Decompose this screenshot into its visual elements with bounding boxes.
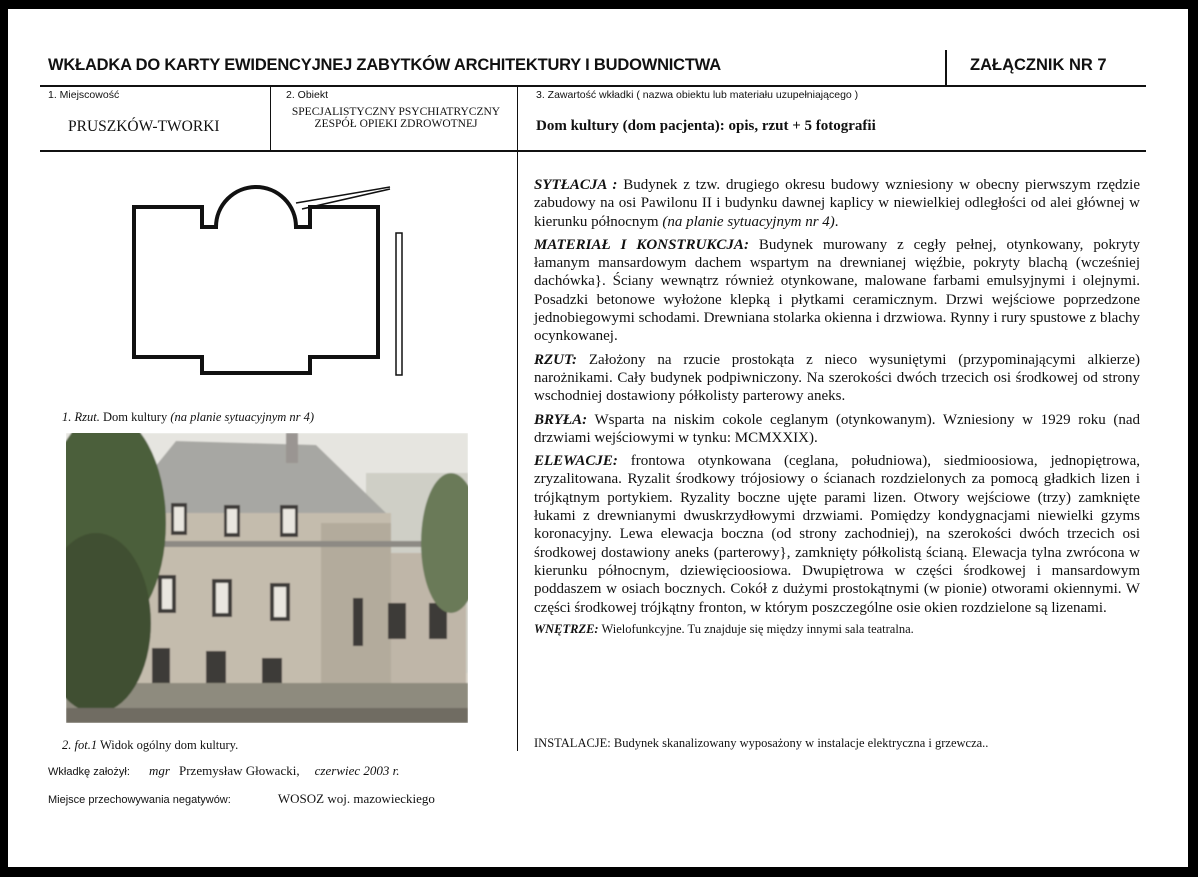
location-value: PRUSZKÓW-TWORKI	[68, 118, 220, 135]
building-photo	[66, 433, 468, 723]
title-divider	[945, 50, 947, 85]
section-instalacje: INSTALACJE: Budynek skanalizowany wyposażony w instalacje elektryczna i grzewcza..	[534, 736, 989, 750]
author-row	[48, 763, 400, 779]
fields-rule	[40, 150, 1146, 152]
section-material: MATERIAŁ I KONSTRUKCJA: Budynek murowany z cegły pełnej, otynkowany, pokryty łamanym mansardowym dachem wspartym na drewnianej więźbie, pokryty blachą (wcześniej dachówka}. Ściany wewnątrz również otynkowane, malowane farbami emulsyjnymi i olejnymi. Posadzki betonowe wyłożone klepką i płytkami ceramicznym. Drzwi wejściowe poprzedzone jednobiegowymi schodami. Drewniana stolarka okienna i drzwiowa. Rynny i rury spustowe z blachy ocynkowanej.	[534, 236, 1140, 345]
field-divider-2	[517, 86, 518, 150]
floor-plan-drawing	[120, 175, 420, 390]
field-divider-1	[270, 86, 271, 150]
author-title: mgr	[148, 763, 170, 778]
description-text	[534, 176, 1140, 642]
contents-value: Dom kultury (dom pacjenta): opis, rzut + 5 fotografii	[536, 118, 876, 134]
contents-label: 3. Zawartość wkładki ( nazwa obiektu lub materiału uzupełniającego )	[536, 89, 859, 101]
section-sytuacja: SYTŁACJA : Budynek z tzw. drugiego okresu budowy wzniesiony w obecny pierwszym rzędzie zabudowy na osi Pawilonu II i budynku dawnej kaplicy w niewielkiej odległości od alei głównej w kierunku północnym (na planie sytuacyjnym nr 4).	[534, 177, 1141, 230]
negatives-label: Miejsce przechowywania negatywów:	[48, 794, 231, 806]
header-rule	[40, 85, 1146, 87]
scan-border-top	[0, 0, 1198, 9]
scan-border-left	[0, 0, 8, 877]
section-elewacje: ELEWACJE: frontowa otynkowana (ceglana, południowa), siedmioosiowa, jednopiętrowa, zryzalitowana. Ryzalit środkowy trójosiowy o ścianach rozdzielonych za pomocą gładkich lizen i trójkątnym portykiem. Ryzality boczne ujęte parami lizen. Otwory wejściowe (trzy) zamknięte łukami z drewnianymi dwuskrzydłowymi drzwiami. Pomiędzy kondygnacjami niewielki gzyms koronacyjny. Lewa elewacja boczna (od strony zachodniej), na szerokości dwóch trzecich osi środkowej dostawiony aneks (parterowy}, zamknięty półkolistą ścianą. Elewacja tylna zwrócona w kierunku północnym, dziewięcioosiowa. Dwupiętrowa w części środkowej i mansardowym poddaszem w osiach bocznych. Cokół z dużymi prostokątnymi (w pionie) otworami okiennymi. W części środkowej trójkątny fronton, w którym poszczególne osie okien rozdzielone są lizenami.	[534, 453, 1140, 616]
scan-border-bottom	[0, 867, 1198, 877]
negatives-row	[48, 791, 435, 807]
document-title: WKŁADKA DO KARTY EWIDENCYJNEJ ZABYTKÓW ARCHITEKTURY I BUDOWNICTWA	[48, 56, 721, 74]
section-instalacje-clip	[534, 736, 1140, 750]
author-label: Wkładkę założył:	[48, 766, 130, 778]
object-value: SPECJALISTYCZNY PSYCHIATRYCZNY ZESPÓŁ OPIEKI ZDROWOTNEJ	[291, 106, 501, 130]
author-date: czerwiec 2003 r.	[314, 763, 400, 778]
scan-border-right	[1188, 0, 1198, 877]
section-rzut: RZUT: Założony na rzucie prostokąta z nieco wysuniętymi (przypominającymi alkierze) narożnikami. Cały budynek podpiwniczony. Na szerokości dwóch trzecich osi środkowej od strony wschodniej dostawiony półkolisty parterowy aneks.	[534, 351, 1140, 405]
annex-number: ZAŁĄCZNIK NR 7	[970, 56, 1107, 74]
negatives-value: WOSOZ woj. mazowieckiego	[277, 791, 435, 806]
plan-caption: 1. Rzut. Dom kultury (na planie sytuacyjnym nr 4)	[62, 410, 315, 424]
column-divider	[517, 151, 518, 751]
object-label: 2. Obiekt	[286, 89, 329, 101]
author-name: Przemysław Głowacki,	[179, 763, 300, 778]
section-bryla: BRYŁA: Wsparta na niskim cokole ceglanym (otynkowanym). Wzniesiony w 1929 roku (nad drzwiami wejściowymi w tynku: MCMXXIX).	[534, 411, 1140, 446]
section-wnetrze: WNĘTRZE: Wielofunkcyjne. Tu znajduje się między innymi sala teatralna.	[534, 621, 914, 636]
photo-caption: 2. fot.1 Widok ogólny dom kultury.	[62, 738, 239, 752]
location-label: 1. Miejscowość	[48, 89, 120, 101]
